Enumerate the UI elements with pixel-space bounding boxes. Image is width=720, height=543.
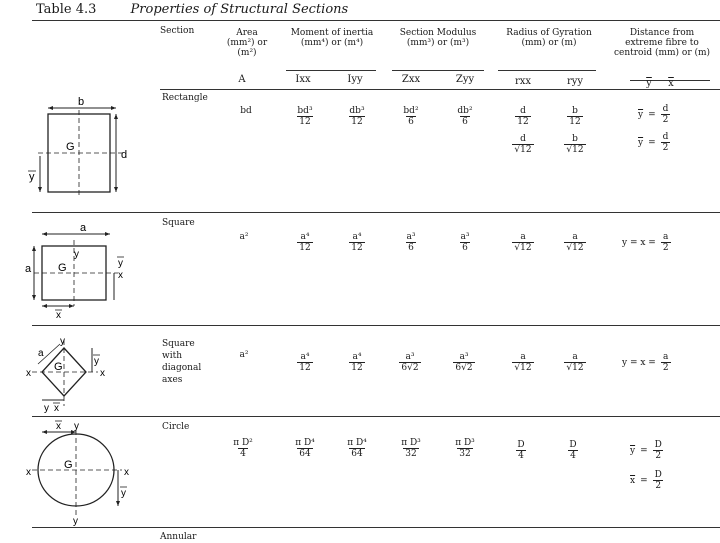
circle-distance-2-num: D xyxy=(654,470,662,480)
section-name-line1: Square xyxy=(162,339,195,349)
centroid-label: G xyxy=(64,459,73,471)
equals: = xyxy=(640,445,648,456)
diagonal-square-figure xyxy=(24,334,120,416)
symbol-iyy-text: Iyy xyxy=(347,74,363,85)
circle-distance-1-den: 2 xyxy=(655,451,662,461)
rectangle-distance-1-den: 2 xyxy=(662,115,669,125)
square-zyy-den: 6 xyxy=(462,243,468,253)
rectangle-distance-1-num: d xyxy=(662,104,669,114)
rectangle-distance-2-den: 2 xyxy=(662,143,669,153)
circle-zyy-den: 32 xyxy=(459,449,471,459)
rectangle-iyy-den: 12 xyxy=(351,117,363,127)
circle-distance-1-num: D xyxy=(654,440,662,450)
axis-label-x-left: x xyxy=(26,467,31,478)
dim-label-b: b xyxy=(78,96,85,108)
axis-label-x-right: x xyxy=(124,467,129,478)
diag-distance-frac xyxy=(661,352,671,373)
square-distance-lhs: y = x = xyxy=(622,237,656,248)
header-gyration xyxy=(494,28,604,48)
diag-distance-lhs: y = x = xyxy=(622,357,656,368)
circle-distance-1-var: $\overline{y}$ xyxy=(630,445,636,456)
rectangle-distance-2 xyxy=(638,132,670,153)
row-rule-3 xyxy=(32,416,720,417)
rectangle-rxx-alt-den: √12 xyxy=(514,145,532,155)
header-section: Section xyxy=(160,26,195,36)
square-ixx-den: 12 xyxy=(299,243,311,253)
square-zyy-num: a³ xyxy=(460,232,470,242)
rectangle-distance-2-var: $\overline{y}$ xyxy=(638,137,644,148)
axis-label-y-bottom: y xyxy=(44,403,49,414)
axis-label-y-bottom: y xyxy=(73,516,78,527)
square-distance-num: a xyxy=(663,232,669,242)
header-distance-line2: extreme fibre to xyxy=(625,38,699,48)
header-distance-line3: centroid (mm) or (m) xyxy=(613,48,711,58)
symbol-underline-gyration xyxy=(498,70,596,71)
rectangle-zxx xyxy=(396,106,426,127)
dim-label-ybar: y xyxy=(94,356,99,367)
rectangle-rxx-num: d xyxy=(520,106,526,116)
dim-label-a-left: a xyxy=(25,263,32,275)
diag-zxx-num: a³ xyxy=(405,352,415,362)
header-inertia-line2: (mm⁴) or (m⁴) xyxy=(300,38,364,48)
square-iyy-num: a⁴ xyxy=(352,232,362,242)
diag-distance-num: a xyxy=(663,352,669,362)
square-zxx xyxy=(396,232,426,253)
square-rxx-num: a xyxy=(520,232,526,242)
arrow-left xyxy=(42,430,47,434)
square-ixx xyxy=(290,232,320,253)
circle-distance-1-frac xyxy=(653,440,664,461)
square-zxx-den: 6 xyxy=(408,243,414,253)
rectangle-ryy-num: b xyxy=(572,106,578,116)
square-figure xyxy=(22,222,142,322)
axis-label-x-left: x xyxy=(26,368,31,379)
rectangle-distance-1-var: $\overline{y}$ xyxy=(638,109,644,120)
diag-iyy-num: a⁴ xyxy=(352,352,362,362)
table-name: Properties of Structural Sections xyxy=(130,2,349,17)
rectangle-iyy xyxy=(342,106,372,127)
dim-label-ybar: y xyxy=(118,258,123,269)
header-modulus-line2: (mm³) or (m³) xyxy=(406,38,470,48)
arrow-up xyxy=(114,114,118,119)
circle-zxx-num: π D³ xyxy=(401,438,421,448)
circle-ixx-den: 64 xyxy=(299,449,311,459)
arrow-down xyxy=(32,295,36,300)
circle-rxx-num: D xyxy=(517,440,525,450)
header-area-line1: Area xyxy=(236,28,258,38)
rectangle-distance-1 xyxy=(638,104,670,125)
symbol-ixx-text: Ixx xyxy=(295,74,311,85)
symbol-ryy-text: ryy xyxy=(566,76,584,87)
rectangle-rxx xyxy=(508,106,538,127)
symbol-area: A xyxy=(238,74,246,85)
symbol-iyy xyxy=(340,74,370,85)
dim-label-xbar: x xyxy=(54,403,59,414)
rectangle-zxx-num: bd² xyxy=(403,106,419,116)
circle-rxx-den: 4 xyxy=(518,451,524,461)
diag-zyy-num: a³ xyxy=(459,352,469,362)
square-zyy xyxy=(450,232,480,253)
symbol-ryy xyxy=(560,76,590,87)
symbol-zxx-text: Zxx xyxy=(401,74,421,85)
circle-area-num: π D² xyxy=(233,438,253,448)
arrow-down xyxy=(114,187,118,192)
section-name-rectangle: Rectangle xyxy=(162,93,208,103)
dim-label-xbar: x xyxy=(56,421,61,432)
circle-ryy-num: D xyxy=(569,440,577,450)
square-iyy-den: 12 xyxy=(351,243,363,253)
diag-zyy-den: 6√2 xyxy=(455,363,473,373)
diag-ixx xyxy=(290,352,320,373)
rectangle-iyy-num: db³ xyxy=(349,106,365,116)
section-name-annular: Annular xyxy=(160,532,197,542)
header-modulus-line1: Section Modulus xyxy=(399,28,477,38)
dim-label-a: a xyxy=(38,348,44,359)
arrow-right-xbar xyxy=(69,304,74,308)
dim-label-ybar: y xyxy=(29,171,35,183)
header-inertia xyxy=(280,28,384,48)
square-ryy-den: √12 xyxy=(566,243,584,253)
square-iyy xyxy=(342,232,372,253)
circle-ixx xyxy=(286,438,324,459)
square-zxx-num: a³ xyxy=(406,232,416,242)
axis-label-y-top: y xyxy=(60,336,65,347)
circle-ryy xyxy=(558,440,588,461)
section-name-circle: Circle xyxy=(162,422,190,432)
circle-area xyxy=(226,438,260,459)
header-area xyxy=(222,28,272,58)
circle-iyy xyxy=(338,438,376,459)
diag-distance-den: 2 xyxy=(662,363,669,373)
symbol-xbar: $\overline{x}$ xyxy=(668,78,674,89)
arrow-up xyxy=(32,246,36,251)
rectangle-ryy xyxy=(560,106,590,127)
symbol-underline-inertia xyxy=(286,70,376,71)
diag-rxx xyxy=(508,352,538,373)
diag-zxx xyxy=(392,352,428,373)
diag-ixx-num: a⁴ xyxy=(300,352,310,362)
header-modulus xyxy=(388,28,488,48)
circle-distance-2 xyxy=(630,470,664,491)
rectangle-rxx-alt xyxy=(508,134,538,155)
dim-label-d: d xyxy=(121,149,128,161)
circle-rxx xyxy=(506,440,536,461)
section-name-square: Square xyxy=(162,218,195,228)
diag-rxx-num: a xyxy=(520,352,526,362)
rectangle-ixx-num: bd³ xyxy=(297,106,313,116)
rectangle-distance-2-num: d xyxy=(662,132,669,142)
diag-ryy-num: a xyxy=(572,352,578,362)
square-ryy xyxy=(560,232,590,253)
arrow-down-ybar xyxy=(38,187,42,192)
diag-area: a² xyxy=(239,350,249,360)
section-name-square-diagonal xyxy=(162,338,201,386)
arrow-left xyxy=(48,106,53,110)
circle-zxx xyxy=(392,438,430,459)
header-rule xyxy=(160,89,720,90)
circle-zxx-den: 32 xyxy=(405,449,417,459)
diag-zxx-den: 6√2 xyxy=(401,363,419,373)
centroid-label: G xyxy=(54,361,63,373)
dim-label-ybar: y xyxy=(121,488,126,499)
diag-rxx-den: √12 xyxy=(514,363,532,373)
rectangle-distance-2-frac xyxy=(661,132,671,153)
section-name-line4: axes xyxy=(162,375,183,385)
circle-zyy xyxy=(446,438,484,459)
rectangle-zxx-den: 6 xyxy=(408,117,414,127)
square-ryy-num: a xyxy=(572,232,578,242)
rectangle-rxx-alt-num: d xyxy=(520,134,526,144)
header-inertia-line1: Moment of inertia xyxy=(290,28,374,38)
symbol-rxx-text: rxx xyxy=(514,76,532,87)
arrow-left xyxy=(42,232,47,236)
equals: = xyxy=(640,475,648,486)
diag-iyy-den: 12 xyxy=(351,363,363,373)
diag-ixx-den: 12 xyxy=(299,363,311,373)
axis-label-x: x xyxy=(118,270,123,281)
circle-distance-2-frac xyxy=(653,470,664,491)
rectangle-ixx xyxy=(290,106,320,127)
diag-iyy xyxy=(342,352,372,373)
square-distance xyxy=(622,232,671,253)
rectangle-distance-1-frac xyxy=(661,104,671,125)
circle-distance-2-var: $\overline{x}$ xyxy=(630,475,636,486)
circle-iyy-den: 64 xyxy=(351,449,363,459)
diag-zyy xyxy=(446,352,482,373)
section-name-line3: diagonal xyxy=(162,363,202,373)
square-distance-den: 2 xyxy=(662,243,669,253)
dim-label-xbar: x xyxy=(56,310,61,321)
circle-zyy-num: π D³ xyxy=(455,438,475,448)
header-area-line3: (m²) xyxy=(237,48,257,58)
centroid-label: G xyxy=(66,141,75,153)
circle-area-den: 4 xyxy=(240,449,246,459)
square-rxx xyxy=(508,232,538,253)
arrow-right xyxy=(105,232,110,236)
circle-distance-2-den: 2 xyxy=(655,481,662,491)
equals: = xyxy=(648,109,656,120)
rectangle-zyy xyxy=(450,106,480,127)
symbol-ybar: $\overline{y}$ xyxy=(646,78,652,89)
axis-label-y: y xyxy=(74,249,79,260)
rectangle-ryy-alt xyxy=(560,134,590,155)
arrow-down-ybar xyxy=(116,501,120,506)
axis-label-y-top: y xyxy=(74,421,79,432)
rectangle-zyy-den: 6 xyxy=(462,117,468,127)
square-rxx-den: √12 xyxy=(514,243,532,253)
rectangle-zyy-num: db² xyxy=(457,106,473,116)
header-distance xyxy=(606,28,718,58)
section-name-line2: with xyxy=(162,351,182,361)
square-area: a² xyxy=(239,232,249,242)
row-rule-1 xyxy=(32,212,720,213)
rectangle-area: bd xyxy=(240,106,252,116)
circle-distance-1 xyxy=(630,440,664,461)
axis-label-x-right: x xyxy=(100,368,105,379)
rectangle-ryy-alt-den: √12 xyxy=(566,145,584,155)
circle-ixx-num: π D⁴ xyxy=(295,438,315,448)
header-gyration-line1: Radius of Gyration xyxy=(506,28,592,38)
header-gyration-line2: (mm) or (m) xyxy=(521,38,577,48)
header-area-line2: (mm²) or xyxy=(226,38,268,48)
diag-distance xyxy=(622,352,671,373)
rectangle-ryy-den: 12 xyxy=(569,117,581,127)
symbol-ixx xyxy=(288,74,318,85)
table-title xyxy=(36,2,348,17)
circle-figure xyxy=(26,420,144,528)
square-ixx-num: a⁴ xyxy=(300,232,310,242)
circle-ryy-den: 4 xyxy=(570,451,576,461)
symbol-underline-modulus xyxy=(392,70,484,71)
arrow-left-xbar xyxy=(42,304,47,308)
rectangle-ryy-alt-num: b xyxy=(572,134,578,144)
top-rule xyxy=(32,20,720,21)
table-number: Table 4.3 xyxy=(36,2,97,17)
equals: = xyxy=(648,137,656,148)
arrow-right xyxy=(111,106,116,110)
rectangle-ixx-den: 12 xyxy=(299,117,311,127)
diag-ryy-den: √12 xyxy=(566,363,584,373)
square-distance-frac xyxy=(661,232,671,253)
symbol-zxx xyxy=(396,74,426,85)
header-distance-line1: Distance from xyxy=(629,28,695,38)
rectangle-figure xyxy=(26,94,138,202)
dim-label-a-top: a xyxy=(80,222,87,234)
symbol-zyy-text: Zyy xyxy=(455,74,475,85)
circle-iyy-num: π D⁴ xyxy=(347,438,367,448)
row-rule-2 xyxy=(32,325,720,326)
centroid-label: G xyxy=(58,262,67,274)
symbol-rxx xyxy=(508,76,538,87)
symbol-zyy xyxy=(450,74,480,85)
diag-ryy xyxy=(560,352,590,373)
rectangle-rxx-den: 12 xyxy=(517,117,529,127)
